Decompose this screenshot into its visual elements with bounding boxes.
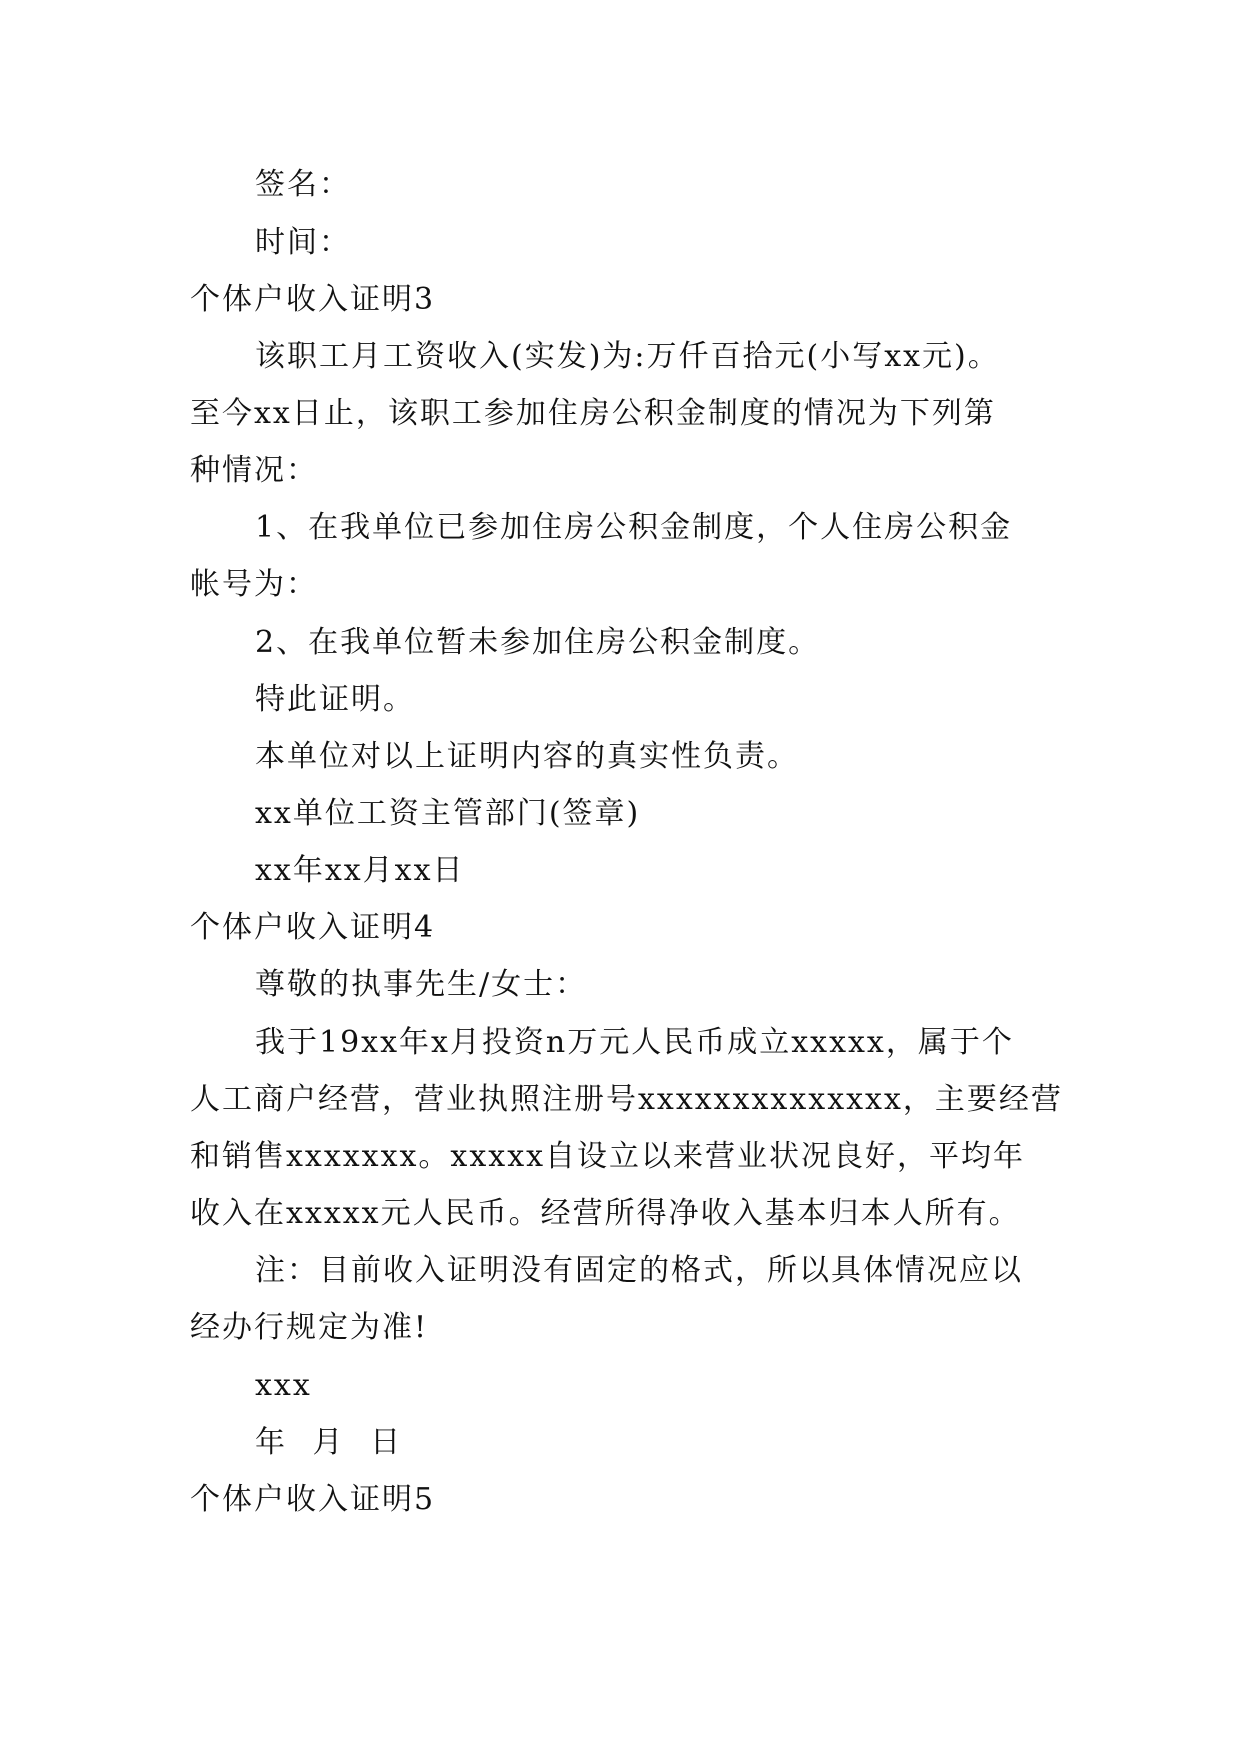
paragraph-line: 该职工月工资收入(实发)为:万仟百拾元(小写xx元)。	[255, 339, 1000, 374]
salutation: 尊敬的执事先生/女士：	[255, 967, 588, 1002]
paragraph-line: 和销售xxxxxxx。xxxxx自设立以来营业状况良好，平均年	[190, 1139, 1026, 1174]
signer-placeholder: xxx	[255, 1368, 312, 1403]
signature-label: 签名：	[255, 167, 351, 202]
certification-text: 特此证明。	[255, 682, 415, 717]
list-item-1: 1、在我单位已参加住房公积金制度，个人住房公积金	[255, 510, 1013, 545]
paragraph-line: 我于19xx年x月投资n万元人民币成立xxxxx，属于个	[255, 1025, 1014, 1060]
section-heading-3: 个体户收入证明3	[190, 282, 436, 317]
responsibility-text: 本单位对以上证明内容的真实性负责。	[255, 739, 799, 774]
note-line: 注：目前收入证明没有固定的格式，所以具体情况应以	[255, 1253, 1023, 1288]
date-line: xx年xx月xx日	[255, 853, 465, 888]
time-label: 时间：	[255, 225, 351, 260]
list-item-2: 2、在我单位暂未参加住房公积金制度。	[255, 625, 821, 660]
date-placeholder: 年 月 日	[255, 1425, 403, 1460]
issuer-line: xx单位工资主管部门(签章)	[255, 796, 641, 831]
paragraph-line: 帐号为：	[190, 567, 318, 602]
section-heading-5: 个体户收入证明5	[190, 1482, 436, 1517]
paragraph-line: 种情况：	[190, 453, 318, 488]
paragraph-line: 至今xx日止，该职工参加住房公积金制度的情况为下列第	[190, 396, 996, 431]
paragraph-line: 人工商户经营，营业执照注册号xxxxxxxxxxxxxx，主要经营	[190, 1082, 1063, 1117]
paragraph-line: 收入在xxxxx元人民币。经营所得净收入基本归本人所有。	[190, 1196, 1021, 1231]
section-heading-4: 个体户收入证明4	[190, 910, 436, 945]
note-line: 经办行规定为准!	[190, 1310, 429, 1345]
